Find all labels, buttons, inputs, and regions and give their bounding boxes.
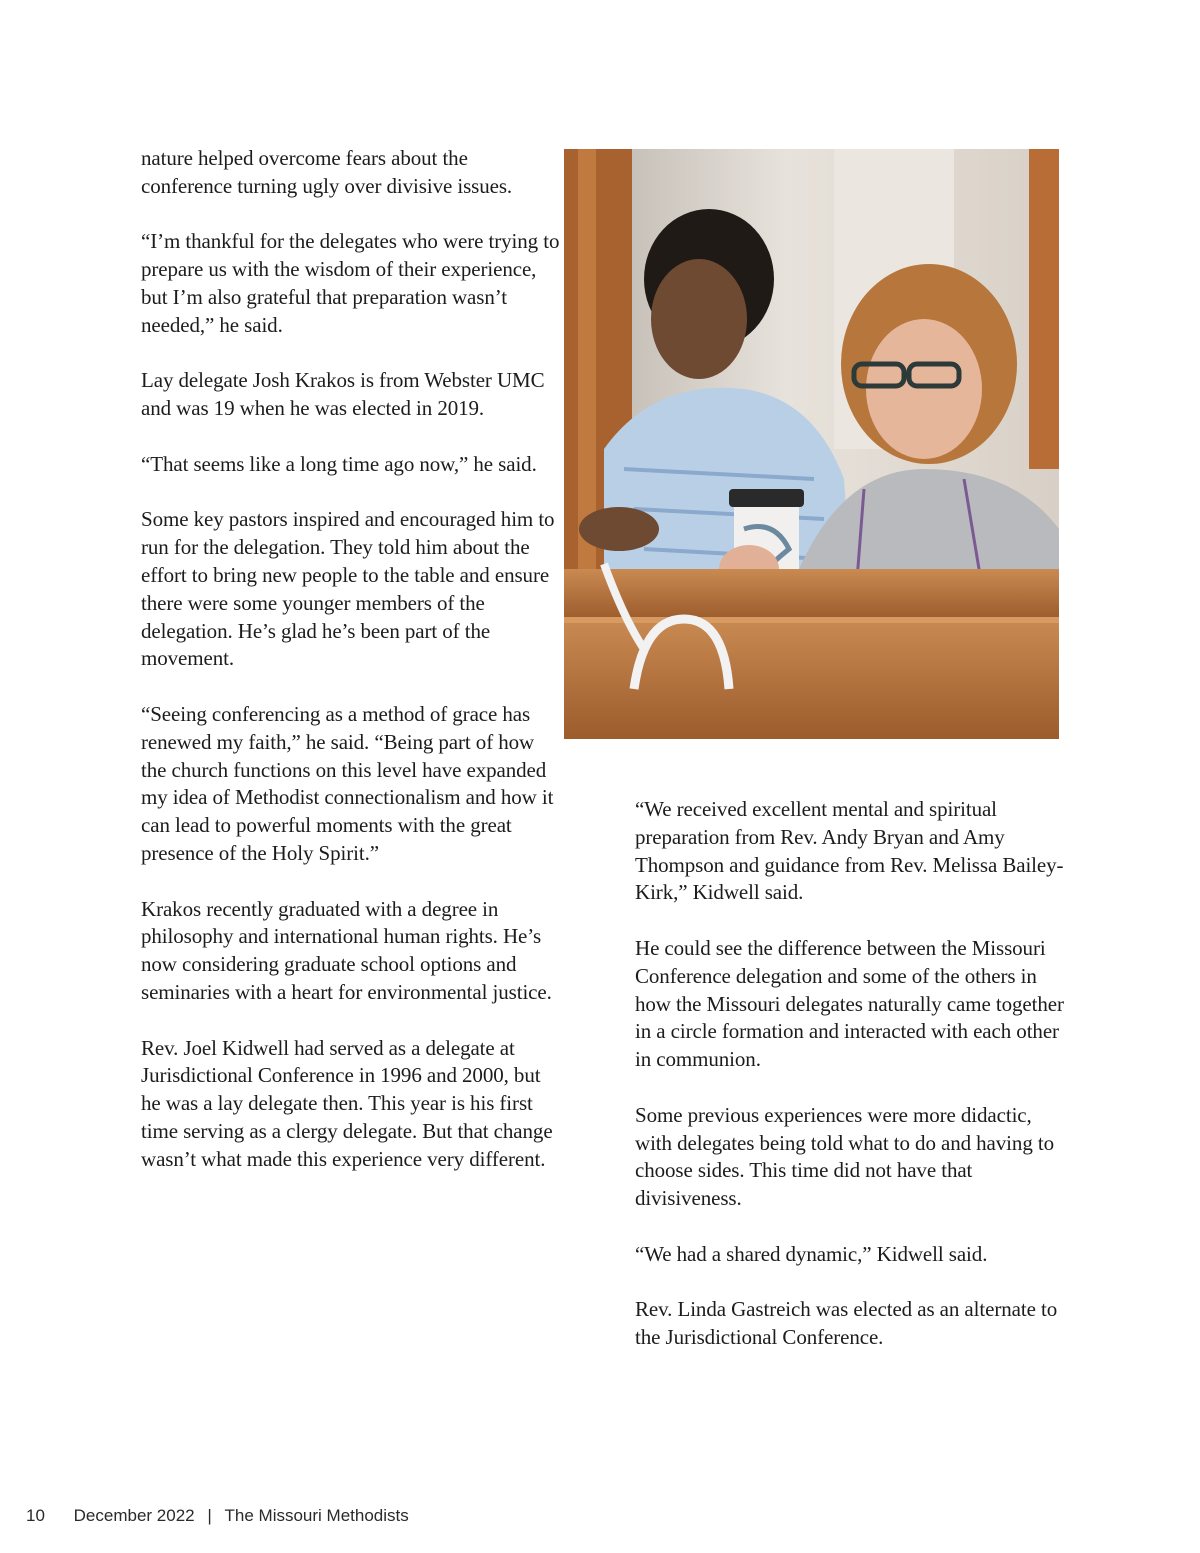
paragraph: Lay delegate Josh Krakos is from Webster UMC and was 19 when he was elected in 2019.	[141, 368, 545, 421]
right-text-column	[635, 796, 1065, 1380]
paragraph: Some previous experiences were more didactic, with delegates being told what to do and having to choose sides. This time did not have that divisiveness.	[635, 1102, 1054, 1211]
paragraph: Rev. Joel Kidwell had served as a delegate at Jurisdictional Conference in 1996 and 2000, but he was a lay delegate then. This year is his first time serving as a clergy delegate. But that change wasn’t what made this experience very different.	[141, 1035, 553, 1171]
paragraph: Some key pastors inspired and encouraged him to run for the delegation. They told him about the effort to bring new people to the table and ensure there were some younger members of the delegation. He’s glad he’s been part of the movement.	[141, 507, 555, 671]
left-text-column	[141, 145, 561, 1201]
footer-separator: |	[207, 1506, 212, 1525]
paragraph: “I’m thankful for the delegates who were trying to prepare us with the wisdom of their experience, but I’m also grateful that preparation wasn’t needed,” he said.	[141, 229, 560, 337]
paragraph: “Seeing conferencing as a method of grace has renewed my faith,” he said. “Being part of how the church functions on this level have expanded my idea of Methodist connectionalism and how it can lead to powerful moments with the great presence of the Holy Spirit.”	[141, 701, 554, 865]
page-footer	[26, 1506, 409, 1526]
paragraph: Krakos recently graduated with a degree in philosophy and international human rights. He’s now considering graduate school options and seminaries with a heart for environmental justice.	[141, 896, 552, 1004]
paragraph: “We had a shared dynamic,” Kidwell said.	[635, 1241, 988, 1266]
page-number: 10	[26, 1506, 45, 1525]
paragraph: He could see the difference between the Missouri Conference delegation and some of the others in how the Missouri delegates naturally came together in a circle formation and interacted with each other in communion.	[635, 935, 1064, 1072]
paragraph: Rev. Linda Gastreich was elected as an alternate to the Jurisdictional Conference.	[635, 1297, 1058, 1350]
paragraph: “That seems like a long time ago now,” he said.	[141, 451, 537, 476]
paragraph: “We received excellent mental and spiritual preparation from Rev. Andy Bryan and Amy Thompson and guidance from Rev. Melissa Bailey-Kirk,” Kidwell said.	[635, 797, 1064, 905]
publication-name: The Missouri Methodists	[224, 1506, 409, 1525]
paragraph: nature helped overcome fears about the conference turning ugly over divisive issues.	[141, 146, 513, 198]
issue-date: December 2022	[73, 1506, 195, 1525]
delegates-photo	[564, 149, 1059, 739]
